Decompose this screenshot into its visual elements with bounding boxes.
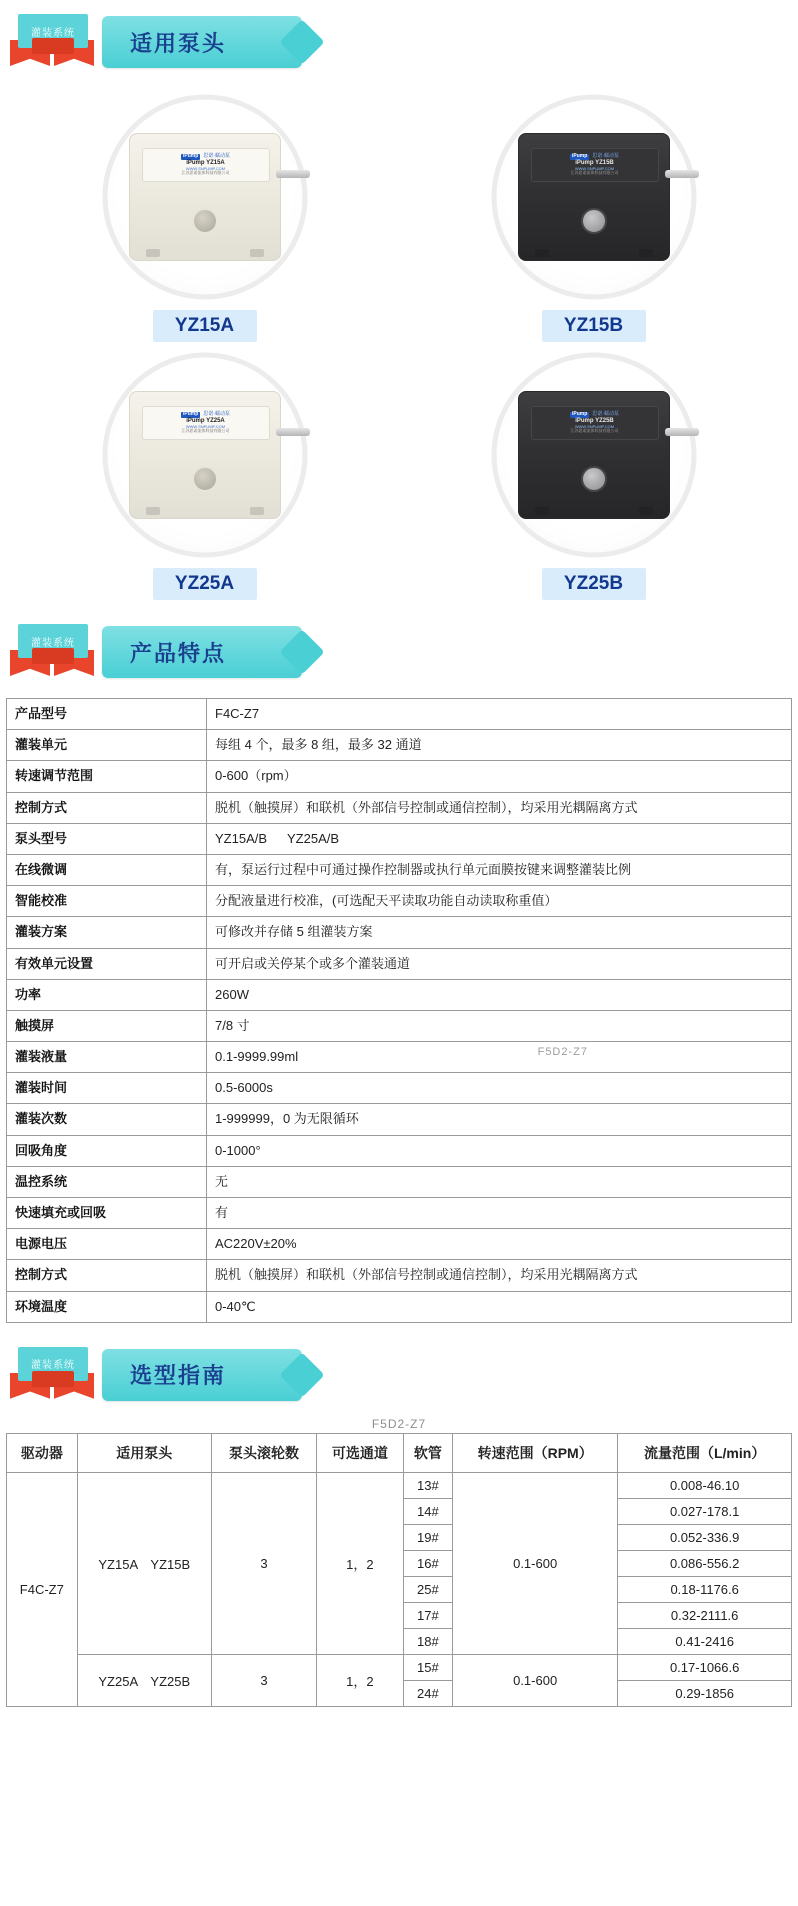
pump-company-text: 江苏思诺流体科技有限公司: [181, 170, 230, 176]
table-header-row: [7, 1433, 792, 1472]
spec-key: 产品型号: [7, 699, 207, 730]
spec-key: 电源电压: [7, 1229, 207, 1260]
spec-key: 触摸屏: [7, 1010, 207, 1041]
pump-model-text: iPump YZ15B: [575, 159, 614, 166]
pump-foot-right: [639, 249, 653, 257]
table-row: [7, 917, 792, 948]
driver-cell: F4C-Z7: [7, 1472, 78, 1706]
spec-value: 0-600（rpm）: [207, 761, 792, 792]
col-flow-range: 流量范围（L/min）: [618, 1433, 792, 1472]
pump-company-text: 江苏思诺流体科技有限公司: [570, 170, 619, 176]
flow-cell: 0.052-336.9: [618, 1524, 792, 1550]
pump-device-image: [129, 391, 281, 519]
pump-foot-right: [250, 507, 264, 515]
pump-model-text: iPump YZ25A: [186, 417, 225, 424]
speed-cell: 0.1-600: [452, 1472, 617, 1654]
spec-key: 灌装方案: [7, 917, 207, 948]
flow-cell: 0.41-2416: [618, 1628, 792, 1654]
pump-photo: [83, 90, 327, 304]
table-row: [7, 1042, 792, 1073]
pump-card: [399, 348, 788, 600]
pump-gallery: [0, 84, 798, 610]
pump-rotor-hub: [581, 208, 607, 234]
spec-value: AC220V±20%: [207, 1229, 792, 1260]
pump-photo: [472, 90, 716, 304]
tube-cell: 14#: [403, 1498, 452, 1524]
table-row: [7, 1291, 792, 1322]
pump-url-text: WWW.SNPUMP.COM: [574, 165, 615, 171]
table-row: [7, 854, 792, 885]
table-row: [7, 1166, 792, 1197]
table-row: [7, 886, 792, 917]
pump-card: [10, 348, 399, 600]
brand-name: 思诺·蠕动泵: [203, 153, 230, 160]
ribbon-badge-icon: [10, 622, 96, 686]
spec-key: 环境温度: [7, 1291, 207, 1322]
table-row: [7, 699, 792, 730]
ribbon-label: 灌装系统: [31, 637, 75, 649]
brand-logo-icon: iPump: [572, 411, 588, 418]
section-title: 产品特点: [130, 640, 227, 666]
selection-guide-table: [6, 1433, 792, 1707]
spec-value: 0.1-9999.99ml: [207, 1042, 792, 1073]
flow-cell: 0.32-2111.6: [618, 1602, 792, 1628]
tube-cell: 13#: [403, 1472, 452, 1498]
table-row: [7, 1654, 792, 1680]
table-row: [7, 1260, 792, 1291]
pump-card: [399, 90, 788, 342]
spec-value: 1-999999，0 为无限循环: [207, 1104, 792, 1135]
pump-rotor-hub: [581, 466, 607, 492]
spec-value: 脱机（触摸屏）和联机（外部信号控制或通信控制），均采用光耦隔离方式: [207, 1260, 792, 1291]
spec-table-wrap: [0, 694, 798, 1333]
spec-value: 0-40℃: [207, 1291, 792, 1322]
pump-rotor-hub: [192, 466, 218, 492]
pump-caption: YZ15B: [542, 310, 646, 342]
flow-cell: 0.086-556.2: [618, 1550, 792, 1576]
pump-model-text: iPump YZ25B: [575, 417, 614, 424]
guide-table-wrap: [0, 1417, 798, 1721]
table-row: [7, 761, 792, 792]
pump-card: [10, 90, 399, 342]
table-row: [7, 792, 792, 823]
pump-foot-left: [535, 249, 549, 257]
tube-cell: 24#: [403, 1680, 452, 1706]
spec-table: [6, 698, 792, 1323]
tube-cell: 25#: [403, 1576, 452, 1602]
pump-nameplate: [142, 406, 270, 440]
table-row: [7, 1073, 792, 1104]
flow-cell: 0.008-46.10: [618, 1472, 792, 1498]
spec-value: 可开启或关停某个或多个灌装通道: [207, 948, 792, 979]
pump-device-image: [518, 391, 670, 519]
spec-value: 脱机（触摸屏）和联机（外部信号控制或通信控制），均采用光耦隔离方式: [207, 792, 792, 823]
pump-head-cell: YZ25A YZ25B: [77, 1654, 211, 1706]
col-roller-count: 泵头滚轮数: [211, 1433, 316, 1472]
section-title: 适用泵头: [130, 30, 227, 56]
spec-value: 可修改并存储 5 组灌装方案: [207, 917, 792, 948]
tube-cell: 19#: [403, 1524, 452, 1550]
pump-shaft: [276, 170, 310, 178]
pump-url-text: WWW.SNPUMP.COM: [574, 423, 615, 429]
table-row: [7, 1135, 792, 1166]
table-row: [7, 979, 792, 1010]
pump-foot-right: [639, 507, 653, 515]
pump-url-text: WWW.SNPUMP.COM: [185, 423, 226, 429]
spec-value: F4C-Z7: [207, 699, 792, 730]
spec-key: 转速调节范围: [7, 761, 207, 792]
spec-value: 无: [207, 1166, 792, 1197]
spec-key: 在线微调: [7, 854, 207, 885]
pump-photo: [472, 348, 716, 562]
flow-cell: 0.29-1856: [618, 1680, 792, 1706]
brand-logo-icon: iPump: [183, 153, 199, 160]
brand-name: 思诺·蠕动泵: [592, 411, 619, 418]
section-banner-features: [0, 618, 798, 690]
pump-shaft: [665, 170, 699, 178]
table-row: [7, 1010, 792, 1041]
guide-watermark: F5D2-Z7: [371, 1416, 427, 1431]
col-tube: 软管: [403, 1433, 452, 1472]
pump-foot-left: [535, 507, 549, 515]
spec-key: 快速填充或回吸: [7, 1198, 207, 1229]
flow-cell: 0.18-1176.6: [618, 1576, 792, 1602]
ribbon-label: 灌装系统: [31, 1360, 75, 1372]
roller-cell: 3: [211, 1472, 316, 1654]
spec-key: 温控系统: [7, 1166, 207, 1197]
table-row: [7, 1104, 792, 1135]
pump-head-cell: YZ15A YZ15B: [77, 1472, 211, 1654]
ribbon-badge-icon: [10, 1345, 96, 1409]
spec-watermark: F5D2-Z7: [537, 1046, 588, 1058]
pump-model-text: iPump YZ15A: [186, 159, 225, 166]
section-banner-pumps: [0, 8, 798, 80]
pump-photo: [83, 348, 327, 562]
pump-shaft: [665, 428, 699, 436]
ribbon-badge-icon: [10, 12, 96, 76]
pump-device-image: [518, 133, 670, 261]
pump-nameplate: [531, 406, 659, 440]
table-row: [7, 1472, 792, 1498]
brand-logo-icon: iPump: [572, 153, 588, 160]
col-driver: 驱动器: [7, 1433, 78, 1472]
channel-cell: 1，2: [317, 1654, 404, 1706]
section-banner-guide: [0, 1341, 798, 1413]
table-row: [7, 823, 792, 854]
spec-key: 控制方式: [7, 1260, 207, 1291]
pump-rotor-hub: [192, 208, 218, 234]
pump-device-image: [129, 133, 281, 261]
table-row: [7, 730, 792, 761]
col-pump-head: 适用泵头: [77, 1433, 211, 1472]
col-channels: 可选通道: [317, 1433, 404, 1472]
spec-key: 灌装时间: [7, 1073, 207, 1104]
speed-cell: 0.1-600: [452, 1654, 617, 1706]
pump-caption: YZ15A: [153, 310, 257, 342]
pump-nameplate: [531, 148, 659, 182]
spec-key: 灌装次数: [7, 1104, 207, 1135]
spec-value: 260W: [207, 979, 792, 1010]
spec-value: 7/8 寸: [207, 1010, 792, 1041]
brand-logo-icon: iPump: [183, 411, 199, 418]
spec-value: YZ15A/B YZ25A/B: [207, 823, 792, 854]
section-title-plate: [102, 1349, 302, 1401]
spec-value: 0.5-6000s: [207, 1073, 792, 1104]
spec-key: 功率: [7, 979, 207, 1010]
channel-cell: 1，2: [317, 1472, 404, 1654]
pump-foot-left: [146, 507, 160, 515]
col-speed-range: 转速范围（RPM）: [452, 1433, 617, 1472]
pump-company-text: 江苏思诺流体科技有限公司: [570, 428, 619, 434]
spec-value: 0-1000°: [207, 1135, 792, 1166]
section-title: 选型指南: [130, 1363, 227, 1389]
tube-cell: 16#: [403, 1550, 452, 1576]
spec-value: 每组 4 个，最多 8 组，最多 32 通道: [207, 730, 792, 761]
spec-value: 有，泵运行过程中可通过操作控制器或执行单元面膜按键来调整灌装比例: [207, 854, 792, 885]
spec-key: 灌装液量: [7, 1042, 207, 1073]
spec-value: 分配液量进行校准，(可选配天平读取功能自动读取称重值）: [207, 886, 792, 917]
pump-nameplate: [142, 148, 270, 182]
spec-key: 回吸角度: [7, 1135, 207, 1166]
pump-caption: YZ25B: [542, 568, 646, 600]
pump-shaft: [276, 428, 310, 436]
ribbon-label: 灌装系统: [31, 27, 75, 39]
pump-foot-right: [250, 249, 264, 257]
pump-url-text: WWW.SNPUMP.COM: [185, 165, 226, 171]
section-title-plate: [102, 16, 302, 68]
table-row: [7, 1229, 792, 1260]
brand-name: 思诺·蠕动泵: [203, 411, 230, 418]
flow-cell: 0.17-1066.6: [618, 1654, 792, 1680]
pump-caption: YZ25A: [153, 568, 257, 600]
roller-cell: 3: [211, 1654, 316, 1706]
tube-cell: 15#: [403, 1654, 452, 1680]
section-title-plate: [102, 626, 302, 678]
spec-key: 控制方式: [7, 792, 207, 823]
spec-value: 有: [207, 1198, 792, 1229]
brand-name: 思诺·蠕动泵: [592, 153, 619, 160]
spec-key: 灌装单元: [7, 730, 207, 761]
tube-cell: 17#: [403, 1602, 452, 1628]
spec-key: 泵头型号: [7, 823, 207, 854]
tube-cell: 18#: [403, 1628, 452, 1654]
pump-foot-left: [146, 249, 160, 257]
flow-cell: 0.027-178.1: [618, 1498, 792, 1524]
table-row: [7, 1198, 792, 1229]
pump-company-text: 江苏思诺流体科技有限公司: [181, 428, 230, 434]
spec-key: 有效单元设置: [7, 948, 207, 979]
spec-key: 智能校准: [7, 886, 207, 917]
table-row: [7, 948, 792, 979]
